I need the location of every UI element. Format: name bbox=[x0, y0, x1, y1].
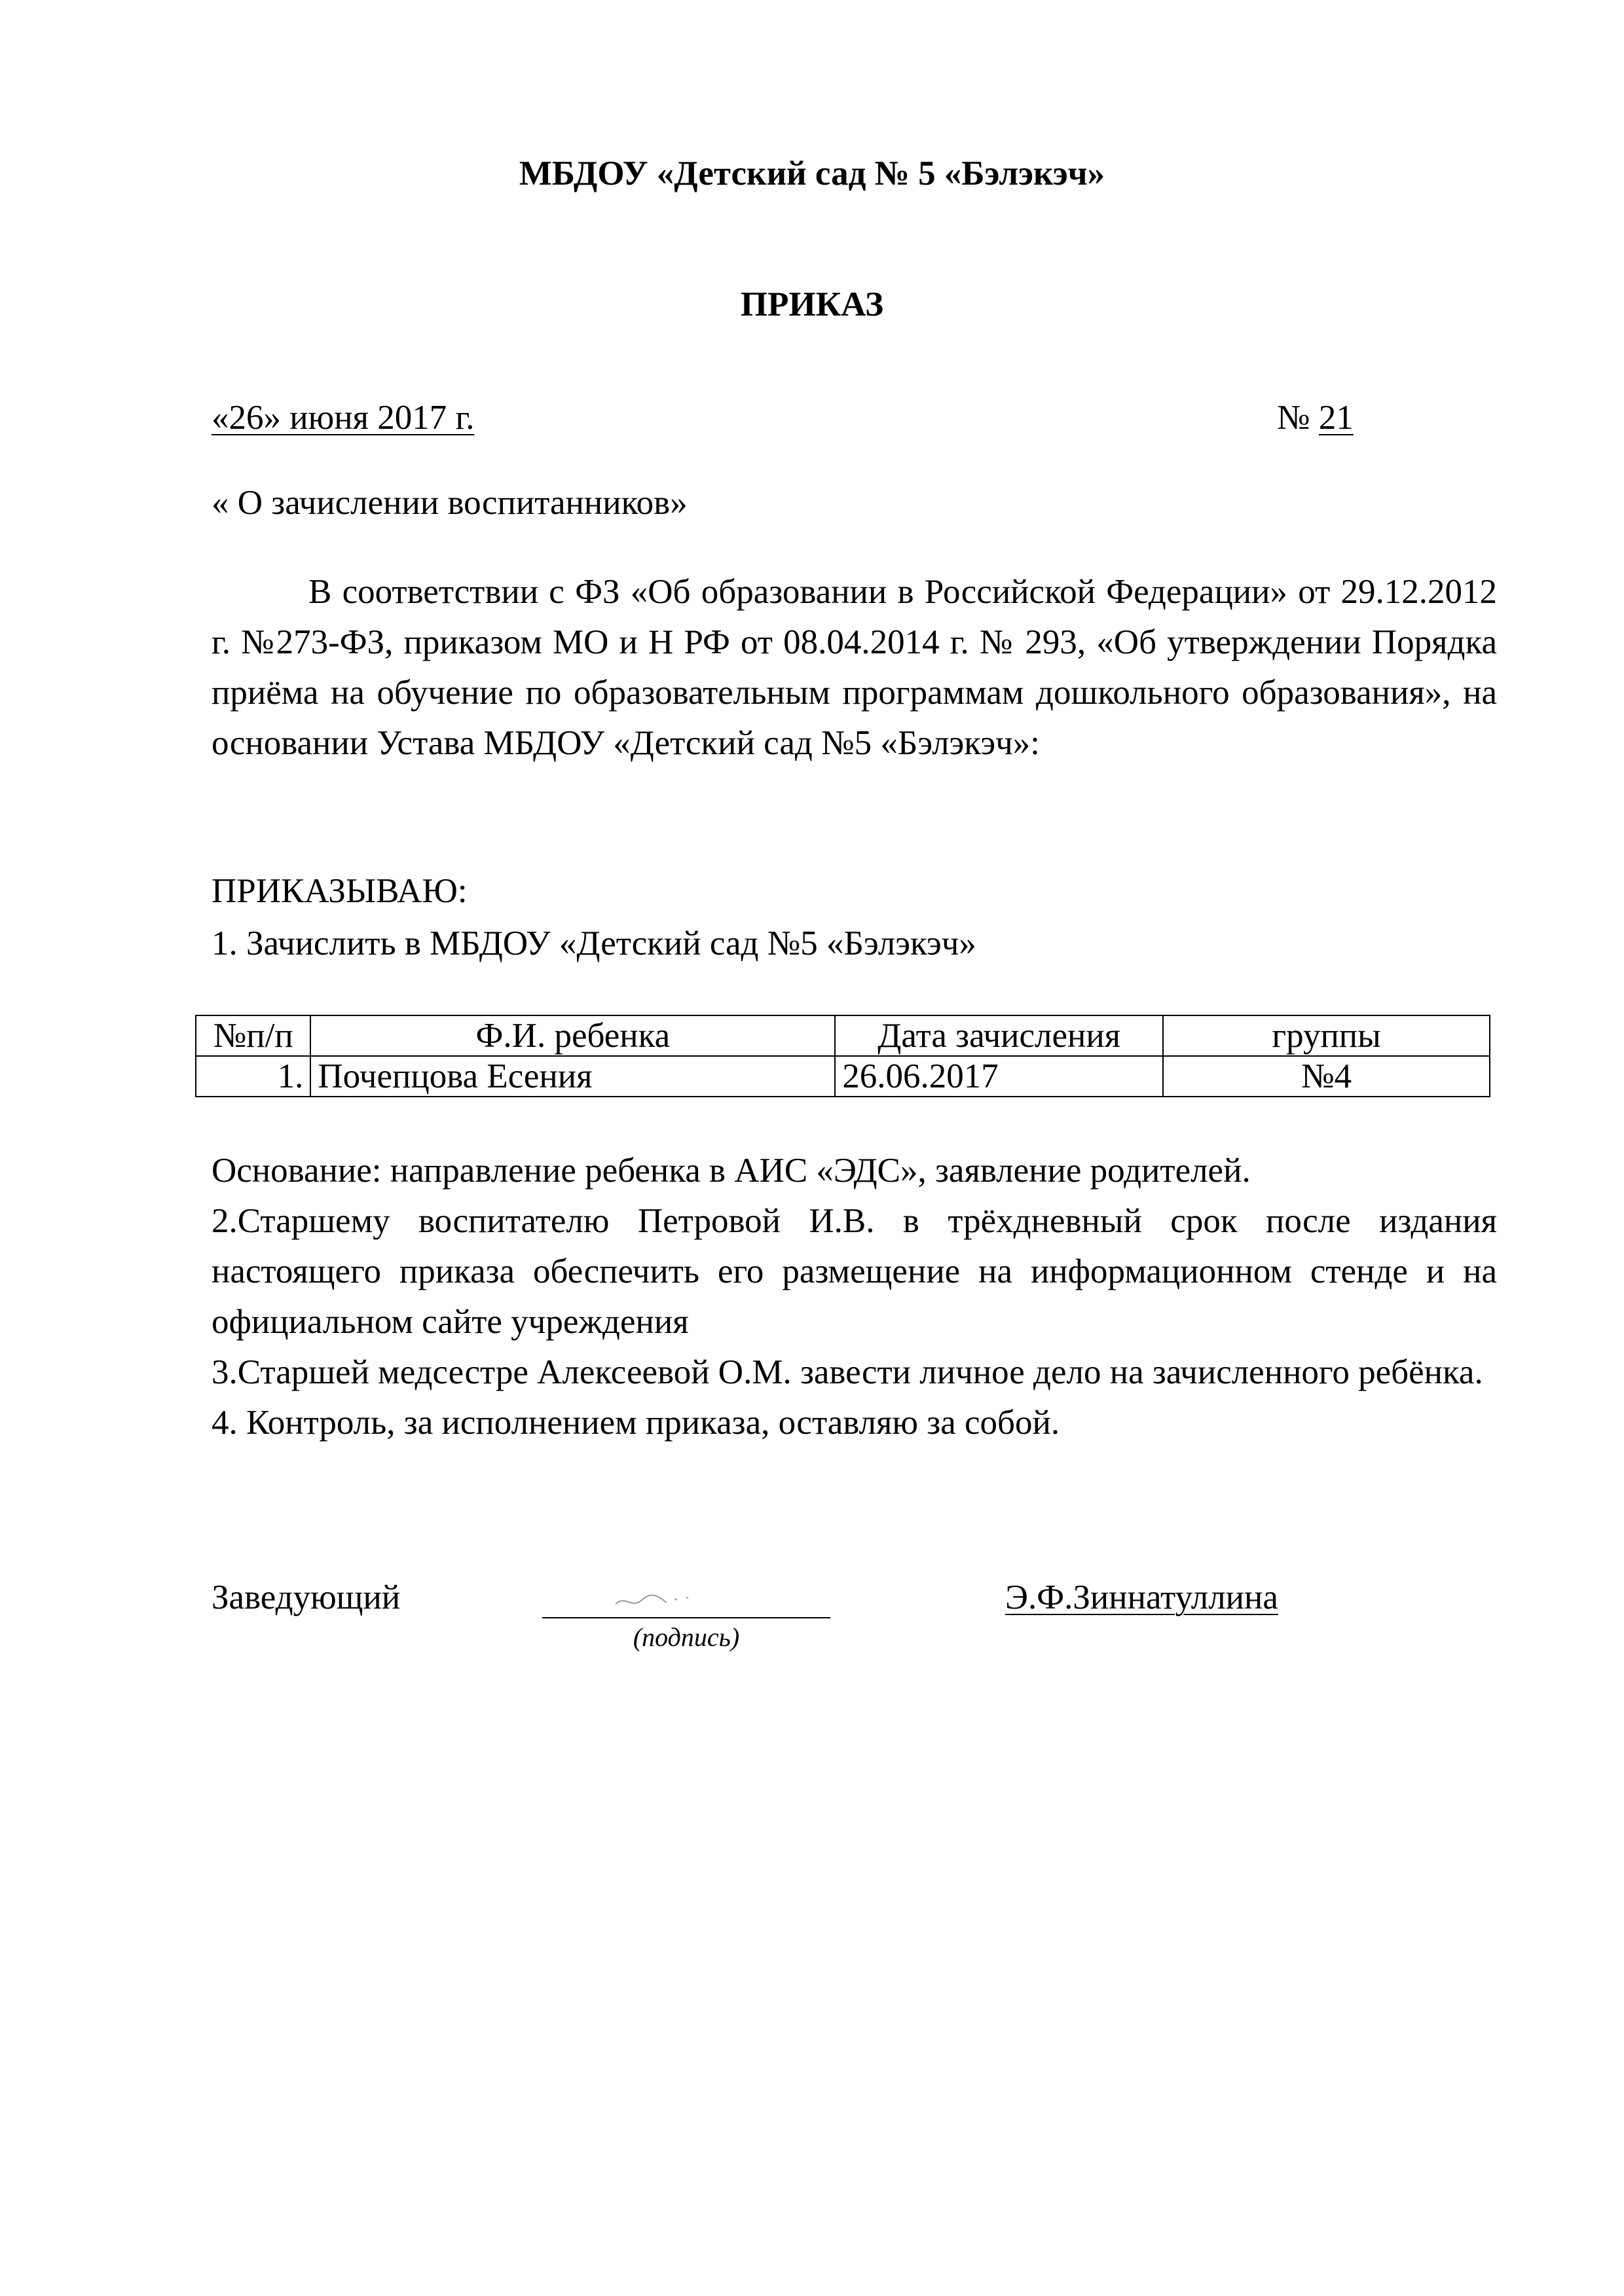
order-item-4: 4. Контроль, за исполнением приказа, оставляю за собой. bbox=[212, 1404, 1060, 1442]
table-cell: 26.06.2017 bbox=[835, 1056, 1163, 1097]
order-item-1: 1. Зачислить в МБДОУ «Детский сад №5 «Бэлэкэч» bbox=[212, 924, 976, 962]
order-item-3: 3.Старшей медсестре Алексеевой О.М. завести личное дело на зачисленного ребёнка. bbox=[212, 1353, 1483, 1391]
order-item-2: 2.Старшему воспитателю Петровой И.В. в трёхдневный срок после издания настоящего приказа обеспечить его размещение на информационном стенде и на официальном сайте учреждения bbox=[212, 1202, 1497, 1341]
order-number-label: № bbox=[1277, 399, 1319, 437]
table-row bbox=[196, 1056, 1490, 1097]
table-cell: Почепцова Есения bbox=[310, 1056, 835, 1097]
enrollment-table bbox=[195, 1015, 1490, 1097]
table-header-cell: Ф.И. ребенка bbox=[310, 1015, 835, 1056]
signature-caption: (подпись) bbox=[633, 1622, 740, 1652]
order-number bbox=[1277, 395, 1354, 441]
order-directive: ПРИКАЗЫВАЮ: bbox=[212, 872, 468, 910]
table-header-cell: Дата зачисления bbox=[835, 1015, 1163, 1056]
order-body bbox=[212, 1146, 1497, 1448]
order-subject: « О зачислении воспитанников» bbox=[212, 484, 688, 522]
table-header-row bbox=[196, 1015, 1490, 1056]
preamble-paragraph: В соответствии с ФЗ «Об образовании в Российской Федерации» от 29.12.2012 г. №273-ФЗ, приказом МО и Н РФ от 08.04.2014 г. № 293, «Об утверждении Порядка приёма на обучение по образовательным программам дошкольного образования», на основании Устава МБДОУ «Детский сад №5 «Бэлэкэч»: bbox=[212, 573, 1497, 762]
signature-line bbox=[542, 1617, 830, 1618]
document-title: ПРИКАЗ bbox=[740, 285, 884, 323]
signer-name: Э.Ф.Зиннатуллина bbox=[1005, 1578, 1278, 1616]
order-date: «26» июня 2017 г. bbox=[212, 399, 475, 437]
organization-name: МБДОУ «Детский сад № 5 «Бэлэкэч» bbox=[519, 155, 1105, 192]
order-number-value: 21 bbox=[1318, 399, 1354, 437]
table-header-cell: группы bbox=[1163, 1015, 1490, 1056]
signature-scribble-icon bbox=[609, 1583, 714, 1616]
basis-paragraph: Основание: направление ребенка в АИС «ЭДС», заявление родителей. bbox=[212, 1152, 1251, 1190]
table-cell: №4 bbox=[1163, 1056, 1490, 1097]
signer-role: Заведующий bbox=[212, 1578, 401, 1616]
table-header-cell: №п/п bbox=[196, 1015, 310, 1056]
table-cell: 1. bbox=[196, 1056, 310, 1097]
